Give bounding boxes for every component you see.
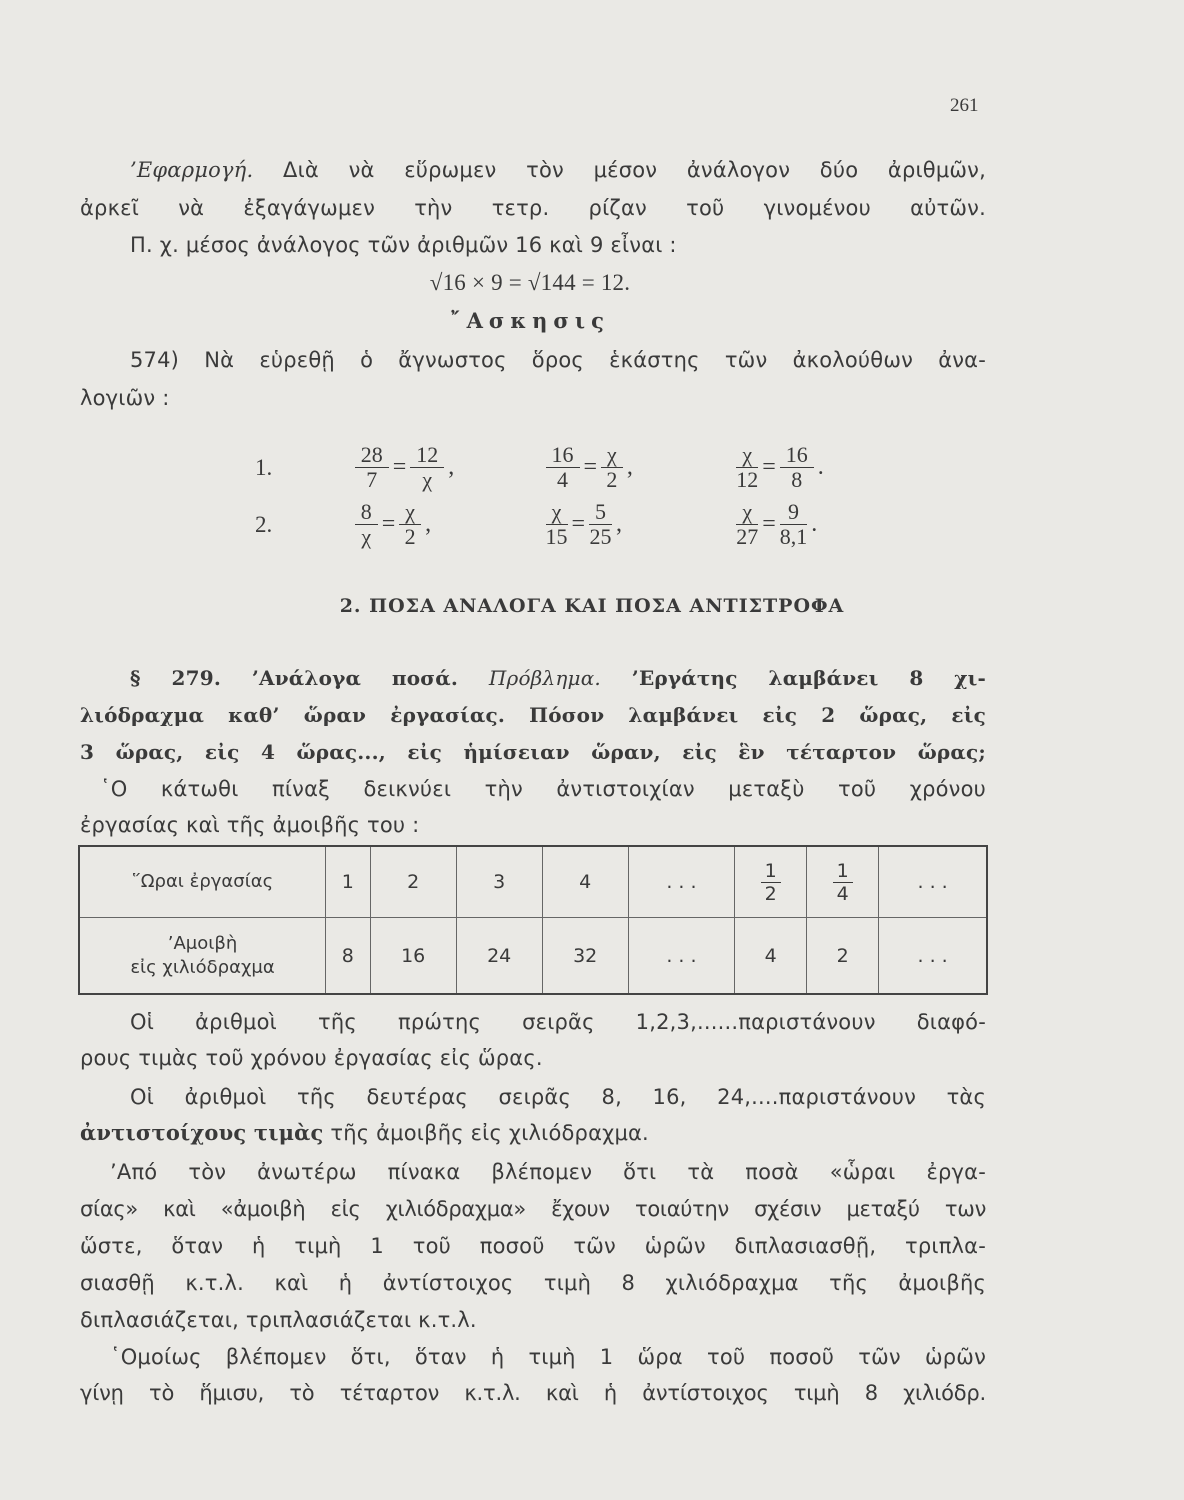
- table-cell: . . .: [879, 846, 987, 918]
- row-label: 2.: [255, 511, 273, 537]
- separator: ,: [626, 454, 633, 480]
- equals-sign: =: [583, 454, 598, 480]
- separator: ,: [448, 454, 455, 480]
- application-line-2: ἀρκεῖ νὰ ἐξαγάγωμεν τὴν τετρ. ρίζαν τοῦ γινομένου αὐτῶν.: [80, 196, 986, 220]
- numerator: 1: [833, 860, 853, 883]
- row-header-line: ’Αμοιβὴ: [167, 932, 238, 954]
- denominator: 15: [545, 524, 568, 549]
- proportion: [542, 500, 727, 549]
- table-cell: 2: [370, 846, 456, 918]
- paragraph-1-line-1: Οἱ ἀριθμοὶ τῆς πρώτης σειρᾶς 1,2,3,......παριστάνουν διαφό-: [130, 1010, 986, 1034]
- denominator: 8,1: [779, 524, 808, 549]
- proportion: [351, 443, 536, 492]
- paragraph-3-line-4: σιασθῇ κ.τ.λ. καὶ ἡ ἀντίστοιχος τιμὴ 8 χιλιόδραχμα τῆς ἀμοιβῆς: [80, 1271, 986, 1295]
- paragraph-1-line-2: ρους τιμὰς τοῦ χρόνου ἐργασίας εἰς ὥρας.: [80, 1046, 543, 1070]
- equals-sign: =: [762, 454, 776, 480]
- table-cell: 4: [542, 846, 628, 918]
- application-line-3: Π. χ. μέσος ἀνάλογος τῶν ἀριθμῶν 16 καὶ 9 εἶναι :: [130, 233, 677, 257]
- exercise-title: ῎Ασκησις: [450, 308, 610, 333]
- equals-sign: =: [392, 454, 407, 480]
- separator: .: [811, 511, 818, 537]
- table-cell: 32: [542, 918, 628, 994]
- denominator: 4: [557, 467, 568, 492]
- table-cell: . . .: [628, 846, 735, 918]
- section-number: § 279.: [130, 666, 221, 690]
- paragraph-2-line-1: Οἱ ἀριθμοὶ τῆς δευτέρας σειρᾶς 8, 16, 24,....παριστάνουν τὰς: [130, 1085, 986, 1109]
- numerator: 16: [780, 443, 814, 468]
- exercise-prompt-line-2: λογιῶν :: [80, 386, 170, 410]
- numerator: 12: [410, 443, 444, 468]
- exercise-prompt-line-1: 574) Νὰ εὑρεθῇ ὁ ἄγνωστος ὅρος ἑκάστης τῶν ἀκολούθων ἀνα-: [130, 348, 986, 372]
- table-cell: 3: [456, 846, 542, 918]
- table-cell: [807, 846, 879, 918]
- section-heading: 2. ΠΟΣΑ ΑΝΑΛΟΓΑ ΚΑΙ ΠΟΣΑ ΑΝΤΙΣΤΡΟΦΑ: [339, 595, 845, 617]
- section-279-line-5: ἐργασίας καὶ τῆς ἀμοιβῆς του :: [80, 813, 420, 837]
- table-cell: 4: [735, 918, 807, 994]
- denominator: 2: [404, 524, 416, 549]
- separator: ,: [425, 511, 432, 537]
- table-cell: 2: [807, 918, 879, 994]
- numerator: 16: [546, 443, 580, 468]
- numerator: χ: [399, 500, 421, 525]
- proportion: [732, 443, 917, 492]
- paragraph-3-line-2: σίας» καὶ «ἀμοιβὴ εἰς χιλιόδραχμα» ἔχουν τοιαύτην σχέσιν μεταξύ των: [80, 1197, 986, 1221]
- application-line-1: [130, 155, 986, 185]
- section-title: ’Ανάλογα ποσά.: [251, 666, 459, 690]
- equals-sign: =: [762, 511, 776, 537]
- equals-sign: =: [381, 511, 396, 537]
- proportion: [732, 500, 917, 549]
- table-cell: 8: [326, 918, 371, 994]
- row-label: 1.: [255, 454, 273, 480]
- denominator: 27: [736, 524, 759, 549]
- problem-label: Πρόβλημα.: [488, 666, 601, 690]
- numerator: χ: [546, 500, 568, 525]
- denominator: 25: [589, 524, 612, 549]
- denominator: 12: [736, 467, 759, 492]
- paragraph-3-line-5: διπλασιάζεται, τριπλασιάζεται κ.τ.λ.: [80, 1308, 477, 1332]
- denominator: 4: [836, 882, 849, 905]
- table-cell: [735, 846, 807, 918]
- numerator: χ: [601, 443, 623, 468]
- paragraph-3-line-3: ὥστε, ὅταν ἡ τιμὴ 1 τοῦ ποσοῦ τῶν ὡρῶν διπλασιασθῇ, τριπλα-: [80, 1234, 986, 1258]
- hours-pay-table: [78, 845, 988, 995]
- numerator: 28: [355, 443, 389, 468]
- denominator: 7: [366, 467, 378, 492]
- application-label: ’Εφαρμογή.: [130, 158, 254, 182]
- numerator: 1: [761, 860, 781, 883]
- table-cell: 24: [456, 918, 542, 994]
- separator: ,: [616, 511, 623, 537]
- table-row: [79, 918, 987, 994]
- problem-text: ’Εργάτης λαμβάνει 8 χι-: [631, 666, 987, 690]
- paragraph-4-line-2: γίνῃ τὸ ἥμισυ, τὸ τέταρτον κ.τ.λ. καὶ ἡ ἀντίστοιχος τιμὴ 8 χιλιόδρ.: [80, 1381, 986, 1405]
- exercise-row-2: [255, 500, 917, 549]
- numerator: 5: [589, 500, 612, 525]
- page-number: 261: [950, 95, 979, 116]
- proportion: [351, 500, 536, 549]
- row-header-line: εἰς χιλιόδραχμα: [130, 956, 275, 978]
- table-row: [79, 846, 987, 918]
- denominator: χ: [422, 467, 433, 492]
- denominator: 8: [791, 467, 803, 492]
- application-text: Διὰ νὰ εὕρωμεν τὸν μέσον ἀνάλογον δύο ἀριθμῶν,: [283, 158, 986, 182]
- bold-term: ἀντιστοίχους τιμὰς: [80, 1120, 324, 1145]
- paragraph-3-line-1: ’Από τὸν ἀνωτέρω πίνακα βλέπομεν ὅτι τὰ ποσὰ «ὧραι ἐργα-: [110, 1160, 986, 1184]
- numerator: χ: [736, 500, 758, 525]
- proportion: [542, 443, 727, 492]
- denominator: 2: [764, 882, 777, 905]
- exercise-row-1: [255, 443, 917, 492]
- table-cell: 1: [326, 846, 371, 918]
- table-cell: . . .: [628, 918, 735, 994]
- table-cell: 16: [370, 918, 456, 994]
- numerator: χ: [736, 443, 758, 468]
- denominator: 2: [606, 467, 618, 492]
- separator: .: [817, 454, 824, 480]
- section-279-line-4: ῾Ο κάτωθι πίναξ δεικνύει τὴν ἀντιστοιχίαν μεταξὺ τοῦ χρόνου: [100, 777, 986, 801]
- numerator: 8: [355, 500, 378, 525]
- row-header: ῞Ωραι ἐργασίας: [79, 846, 326, 918]
- denominator: χ: [361, 524, 372, 549]
- paragraph-2-line-2: [80, 1118, 986, 1148]
- row-header: [79, 918, 326, 994]
- paragraph-text: τῆς ἀμοιβῆς εἰς χιλιόδραχμα.: [323, 1121, 649, 1145]
- section-279-line-1: [130, 663, 986, 693]
- paragraph-4-line-1: ῾Ομοίως βλέπομεν ὅτι, ὅταν ἡ τιμὴ 1 ὥρα τοῦ ποσοῦ τῶν ὡρῶν: [110, 1345, 986, 1369]
- table-cell: . . .: [879, 918, 987, 994]
- sqrt-formula: √16 × 9 = √144 = 12.: [429, 270, 631, 295]
- section-279-line-3: 3 ὥρας, εἰς 4 ὥρας..., εἰς ἡμίσειαν ὥραν, εἰς ἓν τέταρτον ὥρας;: [80, 740, 986, 764]
- equals-sign: =: [571, 511, 586, 537]
- numerator: 9: [780, 500, 808, 525]
- section-279-line-2: λιόδραχμα καθ’ ὥραν ἐργασίας. Πόσον λαμβάνει εἰς 2 ὥρας, εἰς: [80, 703, 986, 727]
